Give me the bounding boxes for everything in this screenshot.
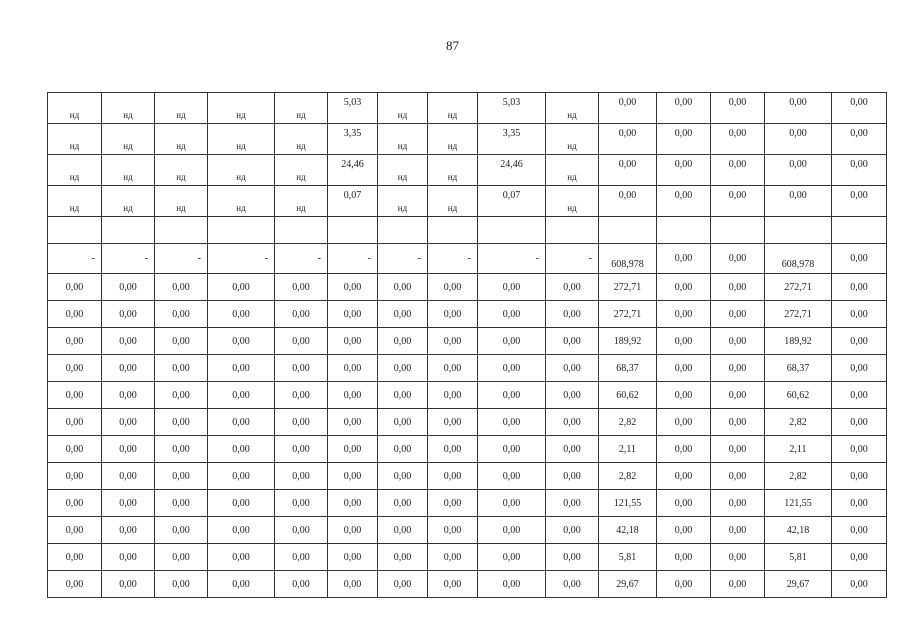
- table-cell: 0,00: [208, 517, 275, 544]
- table-cell: нд: [48, 186, 102, 217]
- table-cell: 60,62: [599, 382, 657, 409]
- table-cell: 0,00: [208, 436, 275, 463]
- table-cell: 0,00: [599, 155, 657, 186]
- table-cell: 0,00: [155, 571, 208, 598]
- table-cell: нд: [48, 155, 102, 186]
- table-cell: 0,00: [328, 355, 378, 382]
- table-cell: 60,62: [765, 382, 832, 409]
- table-cell: 0,00: [478, 382, 546, 409]
- table-cell: 608,978: [599, 244, 657, 274]
- table-cell: 29,67: [599, 571, 657, 598]
- table-cell: 0,00: [832, 93, 887, 124]
- table-cell: 0,00: [599, 124, 657, 155]
- table-cell: 0,00: [832, 124, 887, 155]
- table-cell: 0,00: [711, 409, 765, 436]
- table-cell: 0,00: [378, 517, 428, 544]
- table-cell: 0,00: [711, 274, 765, 301]
- table-cell: нд: [155, 93, 208, 124]
- table-cell: 0,00: [155, 517, 208, 544]
- table-cell: 0,00: [102, 490, 155, 517]
- table-cell: 0,00: [275, 571, 328, 598]
- table-cell: 189,92: [765, 328, 832, 355]
- table-cell: 0,00: [102, 274, 155, 301]
- table-cell: 0,00: [208, 571, 275, 598]
- table-row: [48, 463, 887, 490]
- table-cell: 0,00: [428, 274, 478, 301]
- table-cell: 0,00: [711, 124, 765, 155]
- table-cell: 0,00: [546, 355, 599, 382]
- table-cell: 0,00: [155, 436, 208, 463]
- table-cell: 0,00: [428, 517, 478, 544]
- table-cell: 42,18: [599, 517, 657, 544]
- table-cell: 0,00: [102, 301, 155, 328]
- table-cell: 0,00: [428, 409, 478, 436]
- table-cell: 0,00: [378, 463, 428, 490]
- table-cell: нд: [155, 186, 208, 217]
- table-cell: 0,00: [546, 328, 599, 355]
- table-row: [48, 409, 887, 436]
- table-cell: 68,37: [599, 355, 657, 382]
- table-cell: 0,00: [428, 463, 478, 490]
- table-cell: 0,00: [832, 490, 887, 517]
- table-cell: 0,00: [208, 409, 275, 436]
- table-cell: 0,00: [275, 544, 328, 571]
- table-cell: 0,00: [48, 490, 102, 517]
- table-cell: 0,00: [48, 328, 102, 355]
- table-cell: 0,00: [832, 409, 887, 436]
- table-cell: 0,00: [832, 571, 887, 598]
- table-cell: нд: [428, 93, 478, 124]
- table-cell: нд: [102, 155, 155, 186]
- table-cell: 0,00: [275, 274, 328, 301]
- table-cell: [478, 217, 546, 244]
- table-cell: 24,46: [478, 155, 546, 186]
- table-row: [48, 274, 887, 301]
- table-cell: 0,00: [155, 301, 208, 328]
- table-cell: 0,00: [832, 274, 887, 301]
- table-cell: 0,00: [657, 571, 711, 598]
- table-cell: 0,00: [832, 328, 887, 355]
- table-cell: 0,00: [657, 186, 711, 217]
- table-cell: 0,00: [765, 124, 832, 155]
- table-cell: 0,00: [832, 186, 887, 217]
- table-cell: нд: [275, 155, 328, 186]
- table-cell: 0,00: [711, 186, 765, 217]
- table-cell: 189,92: [599, 328, 657, 355]
- table-cell: нд: [546, 93, 599, 124]
- table-row: [48, 124, 887, 155]
- table-cell: 0,00: [208, 463, 275, 490]
- table-cell: нд: [48, 124, 102, 155]
- table-cell: 0,00: [832, 155, 887, 186]
- table-cell: 0,00: [765, 93, 832, 124]
- table-cell: 5,81: [765, 544, 832, 571]
- table-cell: нд: [428, 186, 478, 217]
- table-cell: -: [155, 244, 208, 274]
- table-cell: [102, 217, 155, 244]
- table-cell: 0,00: [102, 517, 155, 544]
- table-cell: [832, 217, 887, 244]
- table-cell: 0,00: [711, 490, 765, 517]
- table-cell: 0,00: [711, 244, 765, 274]
- table-cell: 0,00: [478, 274, 546, 301]
- table-cell: 0,00: [48, 409, 102, 436]
- table-cell: 0,00: [328, 382, 378, 409]
- table-cell: 0,00: [102, 355, 155, 382]
- table-cell: 0,00: [832, 301, 887, 328]
- table-cell: нд: [208, 155, 275, 186]
- table-cell: 0,00: [102, 544, 155, 571]
- table-cell: [599, 217, 657, 244]
- table-cell: -: [378, 244, 428, 274]
- table-cell: 272,71: [599, 301, 657, 328]
- table-cell: -: [48, 244, 102, 274]
- table-cell: 0,00: [378, 544, 428, 571]
- table-cell: 0,00: [208, 382, 275, 409]
- table-cell: 272,71: [765, 301, 832, 328]
- table-row: [48, 436, 887, 463]
- table-cell: нд: [428, 155, 478, 186]
- table-cell: 0,00: [428, 382, 478, 409]
- table-row: [48, 328, 887, 355]
- table-cell: 68,37: [765, 355, 832, 382]
- table-cell: 0,00: [657, 124, 711, 155]
- table-cell: 0,00: [378, 355, 428, 382]
- table-cell: нд: [546, 186, 599, 217]
- table-cell: 0,00: [328, 274, 378, 301]
- table-cell: 0,00: [155, 355, 208, 382]
- table-cell: 0,00: [155, 328, 208, 355]
- table-cell: 0,00: [378, 328, 428, 355]
- table-cell: нд: [275, 186, 328, 217]
- table-cell: 0,00: [657, 517, 711, 544]
- table-cell: 0,07: [328, 186, 378, 217]
- table-cell: 2,11: [765, 436, 832, 463]
- table-cell: 0,00: [657, 409, 711, 436]
- table-cell: нд: [102, 124, 155, 155]
- table-cell: 0,00: [478, 517, 546, 544]
- table-cell: 0,00: [599, 93, 657, 124]
- table-cell: 0,00: [208, 490, 275, 517]
- table-row: [48, 355, 887, 382]
- table-cell: -: [328, 244, 378, 274]
- table-row: [48, 244, 887, 274]
- table-cell: [378, 217, 428, 244]
- table-cell: нд: [102, 186, 155, 217]
- table-cell: 0,00: [48, 301, 102, 328]
- table-cell: 0,00: [328, 544, 378, 571]
- table-row: [48, 93, 887, 124]
- table-cell: 0,00: [546, 409, 599, 436]
- table-cell: 0,00: [208, 274, 275, 301]
- table-cell: нд: [378, 124, 428, 155]
- table-cell: 0,00: [328, 301, 378, 328]
- table-cell: 0,00: [48, 517, 102, 544]
- table-cell: [657, 217, 711, 244]
- table-cell: 0,00: [102, 382, 155, 409]
- table-cell: 0,00: [208, 301, 275, 328]
- table-cell: 0,00: [657, 274, 711, 301]
- table-cell: нд: [155, 124, 208, 155]
- table-cell: 0,00: [328, 571, 378, 598]
- table-cell: 0,00: [546, 274, 599, 301]
- table-cell: нд: [275, 93, 328, 124]
- table-cell: нд: [155, 155, 208, 186]
- table-row: [48, 490, 887, 517]
- table-cell: 0,00: [428, 301, 478, 328]
- table-cell: 0,00: [711, 571, 765, 598]
- table-cell: 0,00: [657, 355, 711, 382]
- table-cell: 0,00: [478, 436, 546, 463]
- table-cell: 0,00: [546, 544, 599, 571]
- table-cell: 42,18: [765, 517, 832, 544]
- table-cell: 0,00: [546, 571, 599, 598]
- table-cell: 0,00: [48, 274, 102, 301]
- table-cell: 2,11: [599, 436, 657, 463]
- table-cell: 0,00: [378, 571, 428, 598]
- table-cell: 0,00: [478, 571, 546, 598]
- table-cell: -: [102, 244, 155, 274]
- table-cell: 0,00: [208, 328, 275, 355]
- table-cell: 29,67: [765, 571, 832, 598]
- table-cell: 0,00: [711, 301, 765, 328]
- table-cell: 0,00: [328, 409, 378, 436]
- table-cell: 0,00: [48, 355, 102, 382]
- table-cell: 0,00: [48, 382, 102, 409]
- table-cell: нд: [546, 155, 599, 186]
- table-cell: 0,00: [832, 436, 887, 463]
- table-cell: 0,00: [275, 517, 328, 544]
- table-cell: 0,00: [478, 409, 546, 436]
- table-cell: 2,82: [765, 463, 832, 490]
- table-cell: -: [546, 244, 599, 274]
- table-cell: 0,00: [155, 382, 208, 409]
- table-cell: 0,00: [478, 490, 546, 517]
- table-cell: 121,55: [765, 490, 832, 517]
- table-cell: 0,00: [275, 355, 328, 382]
- table-cell: [48, 217, 102, 244]
- table-cell: [546, 217, 599, 244]
- table-cell: [428, 217, 478, 244]
- table-row: [48, 544, 887, 571]
- table-cell: 0,00: [478, 463, 546, 490]
- table-cell: 0,00: [378, 301, 428, 328]
- table-cell: 0,00: [657, 155, 711, 186]
- table-cell: 0,00: [832, 517, 887, 544]
- table-cell: 0,00: [478, 544, 546, 571]
- table-cell: 0,00: [155, 463, 208, 490]
- table-cell: 0,00: [378, 409, 428, 436]
- table-cell: 272,71: [599, 274, 657, 301]
- table-cell: 0,00: [657, 93, 711, 124]
- table-cell: 0,00: [208, 544, 275, 571]
- page-number: 87: [446, 38, 459, 53]
- table-cell: 5,03: [328, 93, 378, 124]
- table-cell: 0,00: [275, 301, 328, 328]
- table-cell: 272,71: [765, 274, 832, 301]
- table-cell: нд: [275, 124, 328, 155]
- table-cell: 0,00: [478, 355, 546, 382]
- table-row: [48, 382, 887, 409]
- table-row: [48, 517, 887, 544]
- table-cell: нд: [208, 124, 275, 155]
- table-cell: нд: [48, 93, 102, 124]
- table-cell: 0,00: [711, 544, 765, 571]
- table-cell: -: [478, 244, 546, 274]
- table-cell: 0,00: [546, 301, 599, 328]
- table-cell: 0,00: [832, 382, 887, 409]
- table-cell: 0,00: [208, 355, 275, 382]
- table-cell: 2,82: [599, 463, 657, 490]
- table-cell: [711, 217, 765, 244]
- table-cell: нд: [378, 155, 428, 186]
- table-cell: 0,00: [546, 517, 599, 544]
- table-row: [48, 217, 887, 244]
- table-cell: нд: [208, 93, 275, 124]
- table-cell: 608,978: [765, 244, 832, 274]
- table-cell: 0,00: [765, 186, 832, 217]
- table-cell: 0,00: [275, 436, 328, 463]
- table-cell: 5,81: [599, 544, 657, 571]
- table-cell: [155, 217, 208, 244]
- table-cell: 0,00: [378, 382, 428, 409]
- table-cell: [275, 217, 328, 244]
- table-cell: -: [275, 244, 328, 274]
- table-cell: 0,00: [599, 186, 657, 217]
- table-cell: 0,00: [155, 490, 208, 517]
- table-cell: нд: [378, 93, 428, 124]
- table-cell: -: [208, 244, 275, 274]
- table-row: [48, 301, 887, 328]
- table-cell: [208, 217, 275, 244]
- table-cell: 0,00: [428, 355, 478, 382]
- table-cell: [328, 217, 378, 244]
- table-cell: 0,00: [275, 328, 328, 355]
- table-cell: 0,00: [378, 436, 428, 463]
- table-cell: 0,00: [428, 436, 478, 463]
- table-cell: 0,00: [48, 571, 102, 598]
- table-cell: нд: [378, 186, 428, 217]
- table-cell: 3,35: [478, 124, 546, 155]
- data-table: [47, 92, 887, 598]
- table-cell: 0,00: [378, 274, 428, 301]
- table-row: [48, 571, 887, 598]
- table-cell: 24,46: [328, 155, 378, 186]
- table-cell: 0,00: [832, 355, 887, 382]
- table-cell: 0,00: [155, 544, 208, 571]
- table-cell: 0,00: [478, 301, 546, 328]
- table-cell: 0,00: [711, 155, 765, 186]
- table-cell: 0,00: [155, 274, 208, 301]
- table-cell: 3,35: [328, 124, 378, 155]
- table-cell: 0,00: [102, 409, 155, 436]
- table-cell: 0,00: [711, 436, 765, 463]
- table-cell: 0,00: [765, 155, 832, 186]
- table-cell: 0,00: [546, 490, 599, 517]
- table-cell: 0,00: [657, 544, 711, 571]
- table-cell: 0,00: [328, 436, 378, 463]
- table-cell: 0,00: [48, 436, 102, 463]
- table-cell: 2,82: [599, 409, 657, 436]
- table-cell: 0,00: [711, 517, 765, 544]
- table-cell: 0,00: [275, 490, 328, 517]
- table-cell: 0,00: [546, 382, 599, 409]
- table-cell: 0,00: [328, 328, 378, 355]
- table-row: [48, 186, 887, 217]
- table-cell: 0,00: [328, 463, 378, 490]
- table-cell: 0,00: [832, 544, 887, 571]
- table-cell: 0,00: [657, 382, 711, 409]
- table-cell: 0,00: [275, 463, 328, 490]
- table-cell: 0,00: [657, 490, 711, 517]
- table-cell: 0,00: [378, 490, 428, 517]
- table-cell: 0,00: [102, 463, 155, 490]
- table-cell: 0,00: [102, 328, 155, 355]
- table-cell: 0,00: [428, 490, 478, 517]
- table-cell: 0,00: [275, 409, 328, 436]
- table-cell: 0,00: [657, 463, 711, 490]
- table-cell: нд: [102, 93, 155, 124]
- table-cell: 2,82: [765, 409, 832, 436]
- table-cell: 0,00: [328, 517, 378, 544]
- table-cell: 0,00: [546, 463, 599, 490]
- table-cell: 0,00: [832, 244, 887, 274]
- table-cell: нд: [208, 186, 275, 217]
- table-cell: 0,00: [711, 93, 765, 124]
- table-row: [48, 155, 887, 186]
- table-cell: 0,00: [711, 355, 765, 382]
- table-cell: 0,00: [428, 328, 478, 355]
- table-cell: 5,03: [478, 93, 546, 124]
- table-cell: 0,00: [155, 409, 208, 436]
- table-cell: 0,00: [478, 328, 546, 355]
- table-cell: 0,00: [657, 301, 711, 328]
- table-cell: 0,00: [711, 328, 765, 355]
- table-cell: 0,00: [102, 436, 155, 463]
- table-cell: 0,00: [328, 490, 378, 517]
- table-cell: 0,00: [546, 436, 599, 463]
- table-cell: 0,00: [48, 544, 102, 571]
- table-cell: 0,07: [478, 186, 546, 217]
- table-cell: 0,00: [711, 382, 765, 409]
- table-cell: 0,00: [657, 244, 711, 274]
- table-cell: 0,00: [657, 328, 711, 355]
- table-cell: 0,00: [657, 436, 711, 463]
- table-cell: 0,00: [428, 544, 478, 571]
- table-cell: 0,00: [428, 571, 478, 598]
- table-cell: 0,00: [711, 463, 765, 490]
- table-cell: 0,00: [102, 571, 155, 598]
- table-cell: -: [428, 244, 478, 274]
- table-cell: [765, 217, 832, 244]
- table-cell: нд: [546, 124, 599, 155]
- table-cell: 121,55: [599, 490, 657, 517]
- table-cell: 0,00: [832, 463, 887, 490]
- table-cell: нд: [428, 124, 478, 155]
- table-cell: 0,00: [48, 463, 102, 490]
- table-cell: 0,00: [275, 382, 328, 409]
